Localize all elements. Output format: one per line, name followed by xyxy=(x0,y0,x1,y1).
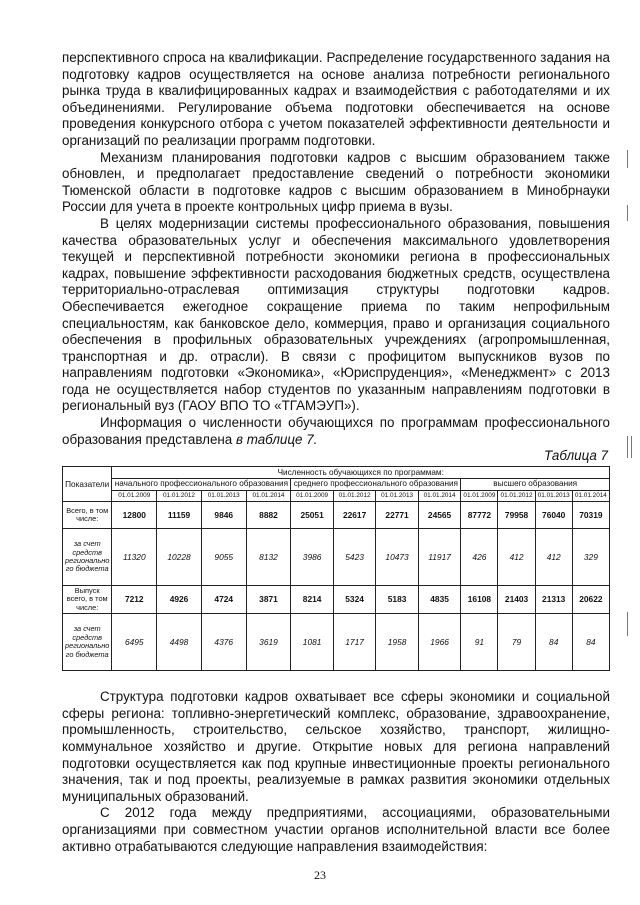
group-header-vo: высшего образования xyxy=(461,479,610,490)
paragraph-2012: С 2012 года между предприятиями, ассоциациями, образовательными организациями при совместном участии органов исполнительной власти все более активно отрабатываются следующие направления взаимодействия: xyxy=(62,805,610,854)
bottom-paragraphs xyxy=(62,689,610,855)
row-label: за счет средств регионально го бюджета xyxy=(63,614,112,671)
table-cell: 21403 xyxy=(498,586,535,614)
table-cell: 3619 xyxy=(246,614,291,671)
date-header: 01.01.2014 xyxy=(418,490,461,501)
scan-mark xyxy=(631,436,632,458)
date-header: 01.01.2014 xyxy=(246,490,291,501)
table-cell: 11917 xyxy=(418,529,461,586)
table-title: Таблица 7 xyxy=(544,448,608,464)
page-number: 23 xyxy=(314,868,326,882)
paragraph-structure: Структура подготовки кадров охватывает все сферы экономики и социальной сферы региона: топливно-энергетический комплекс, образование, здравоохранение, промышленность, строительство, сельское хозяйство, транспорт, жилищно-коммунальное хозяйство и другие. Открытие новых для региона направлений подготовки осуществляется как под крупные инвестиционные проекты регионального значения, так и под проекты, реализуемые в рамках развития экономики отдельных муниципальных образований. xyxy=(62,689,610,804)
table-reference: в таблице 7. xyxy=(235,431,318,447)
table-cell: 10228 xyxy=(157,529,202,586)
table-cell: 16108 xyxy=(461,586,498,614)
table-cell: 4926 xyxy=(157,586,202,614)
table-cell: 20622 xyxy=(572,586,609,614)
table-cell: 24565 xyxy=(418,502,461,529)
table-cell: 4835 xyxy=(418,586,461,614)
table-cell: 4498 xyxy=(157,614,202,671)
main-header: Численность обучающихся по программам: xyxy=(112,467,610,479)
date-header: 01.01.2009 xyxy=(291,490,333,501)
date-header-row xyxy=(63,490,610,501)
table-cell: 12800 xyxy=(112,502,157,529)
row-label: за счет средств регионально го бюджета xyxy=(63,529,112,586)
table-cell: 329 xyxy=(572,529,609,586)
date-header: 01.01.2012 xyxy=(498,490,535,501)
paragraph-3: В целях модернизации системы профессионального образования, повышения качества образовательных услуг и обеспечения максимального удовлетворения текущей и перспективной потребности экономики региона в профессиональных кадрах, повышение эффективности расходования бюджетных средств, осуществлена территориально-отраслевая оптимизация структуры подготовки кадров. Обеспечивается ежегодное сокращение приема по таким непрофильным специальностям, как банковское дело, коммерция, право и организация социального обеспечения в профильных образовательных учреждениях (агропромышленная, транспортная и др. отрасли). В связи с профицитом выпускников вузов по направлениям подготовки «Экономика», «Юриспруденция», «Менеджмент» с 2013 года не осуществляется набор студентов по указанным направлениям подготовки в региональный вуз (ГАОУ ВПО ТО «ТГАМЭУП»). xyxy=(62,215,610,414)
table-cell: 11320 xyxy=(112,529,157,586)
date-header: 01.01.2014 xyxy=(572,490,609,501)
table-row xyxy=(63,586,610,614)
table-cell: 3986 xyxy=(291,529,333,586)
table-cell: 87772 xyxy=(461,502,498,529)
table-cell: 84 xyxy=(572,614,609,671)
table-row xyxy=(63,614,610,671)
date-header: 01.01.2009 xyxy=(112,490,157,501)
date-header: 01.01.2012 xyxy=(157,490,202,501)
table-cell: 22771 xyxy=(376,502,418,529)
table-cell: 412 xyxy=(498,529,535,586)
table-cell: 70319 xyxy=(572,502,609,529)
paragraph-info xyxy=(62,415,610,448)
table-cell: 5423 xyxy=(333,529,375,586)
table-cell: 5183 xyxy=(376,586,418,614)
table-cell: 1958 xyxy=(376,614,418,671)
table-body xyxy=(63,502,610,671)
table-cell: 6495 xyxy=(112,614,157,671)
document-page xyxy=(62,50,610,855)
table-cell: 8882 xyxy=(246,502,291,529)
paragraph-2: Механизм планирования подготовки кадров с высшим образованием также обновлен, и предполагает предоставление сведений о потребности экономики Тюменской области в подготовке кадров с высшим образованием в Минобрнауки России для учета в проекте контрольных цифр приема в вузы. xyxy=(62,149,610,215)
table-cell: 21313 xyxy=(535,586,572,614)
group-header-spo: среднего профессионального образования xyxy=(291,479,461,490)
table-cell: 79958 xyxy=(498,502,535,529)
table-cell: 91 xyxy=(461,614,498,671)
scan-mark xyxy=(627,205,628,221)
table-cell: 22617 xyxy=(333,502,375,529)
table-cell: 8132 xyxy=(246,529,291,586)
table-cell: 8214 xyxy=(291,586,333,614)
table-cell: 1081 xyxy=(291,614,333,671)
table-cell: 79 xyxy=(498,614,535,671)
table-cell: 25051 xyxy=(291,502,333,529)
table-cell: 412 xyxy=(535,529,572,586)
corner-header: Показатели xyxy=(63,467,112,502)
top-paragraphs xyxy=(62,50,610,448)
table-cell: 4724 xyxy=(201,586,246,614)
table-cell: 4376 xyxy=(201,614,246,671)
table-row xyxy=(63,529,610,586)
table-cell: 426 xyxy=(461,529,498,586)
scan-mark xyxy=(627,612,628,636)
row-label: Всего, в том числе: xyxy=(63,502,112,529)
enrollment-table xyxy=(62,466,610,671)
table-row xyxy=(63,502,610,529)
table-cell: 9055 xyxy=(201,529,246,586)
table-cell: 84 xyxy=(535,614,572,671)
date-header: 01.01.2012 xyxy=(333,490,375,501)
paragraph-1: перспективного спроса на квалификации. Распределение государственного задания на подготовку кадров осуществляется на основе анализа потребности регионального рынка труда в квалифицированных кадрах и взаимодействия с работодателями и их объединениями. Регулирование объема подготовки обеспечивается на основе проведения конкурсного отбора с учетом показателей эффективности деятельности и организаций по реализации программ подготовки. xyxy=(62,50,610,148)
table-cell: 1717 xyxy=(333,614,375,671)
table-cell: 1966 xyxy=(418,614,461,671)
date-header: 01.01.2013 xyxy=(201,490,246,501)
table-cell: 10473 xyxy=(376,529,418,586)
table-cell: 7212 xyxy=(112,586,157,614)
date-header: 01.01.2013 xyxy=(535,490,572,501)
table-cell: 9846 xyxy=(201,502,246,529)
scan-mark xyxy=(627,436,628,458)
row-label: Выпуск всего, в том числе: xyxy=(63,586,112,614)
info-text: Информация о численности обучающихся по программам профессионального образования представлена xyxy=(62,415,610,447)
date-header: 01.01.2013 xyxy=(376,490,418,501)
group-header-npo: начального профессионального образования xyxy=(112,479,291,490)
table-cell: 5324 xyxy=(333,586,375,614)
table-cell: 3871 xyxy=(246,586,291,614)
table-cell: 11159 xyxy=(157,502,202,529)
table-cell: 76040 xyxy=(535,502,572,529)
scan-mark xyxy=(627,150,628,168)
date-header: 01.01.2009 xyxy=(461,490,498,501)
